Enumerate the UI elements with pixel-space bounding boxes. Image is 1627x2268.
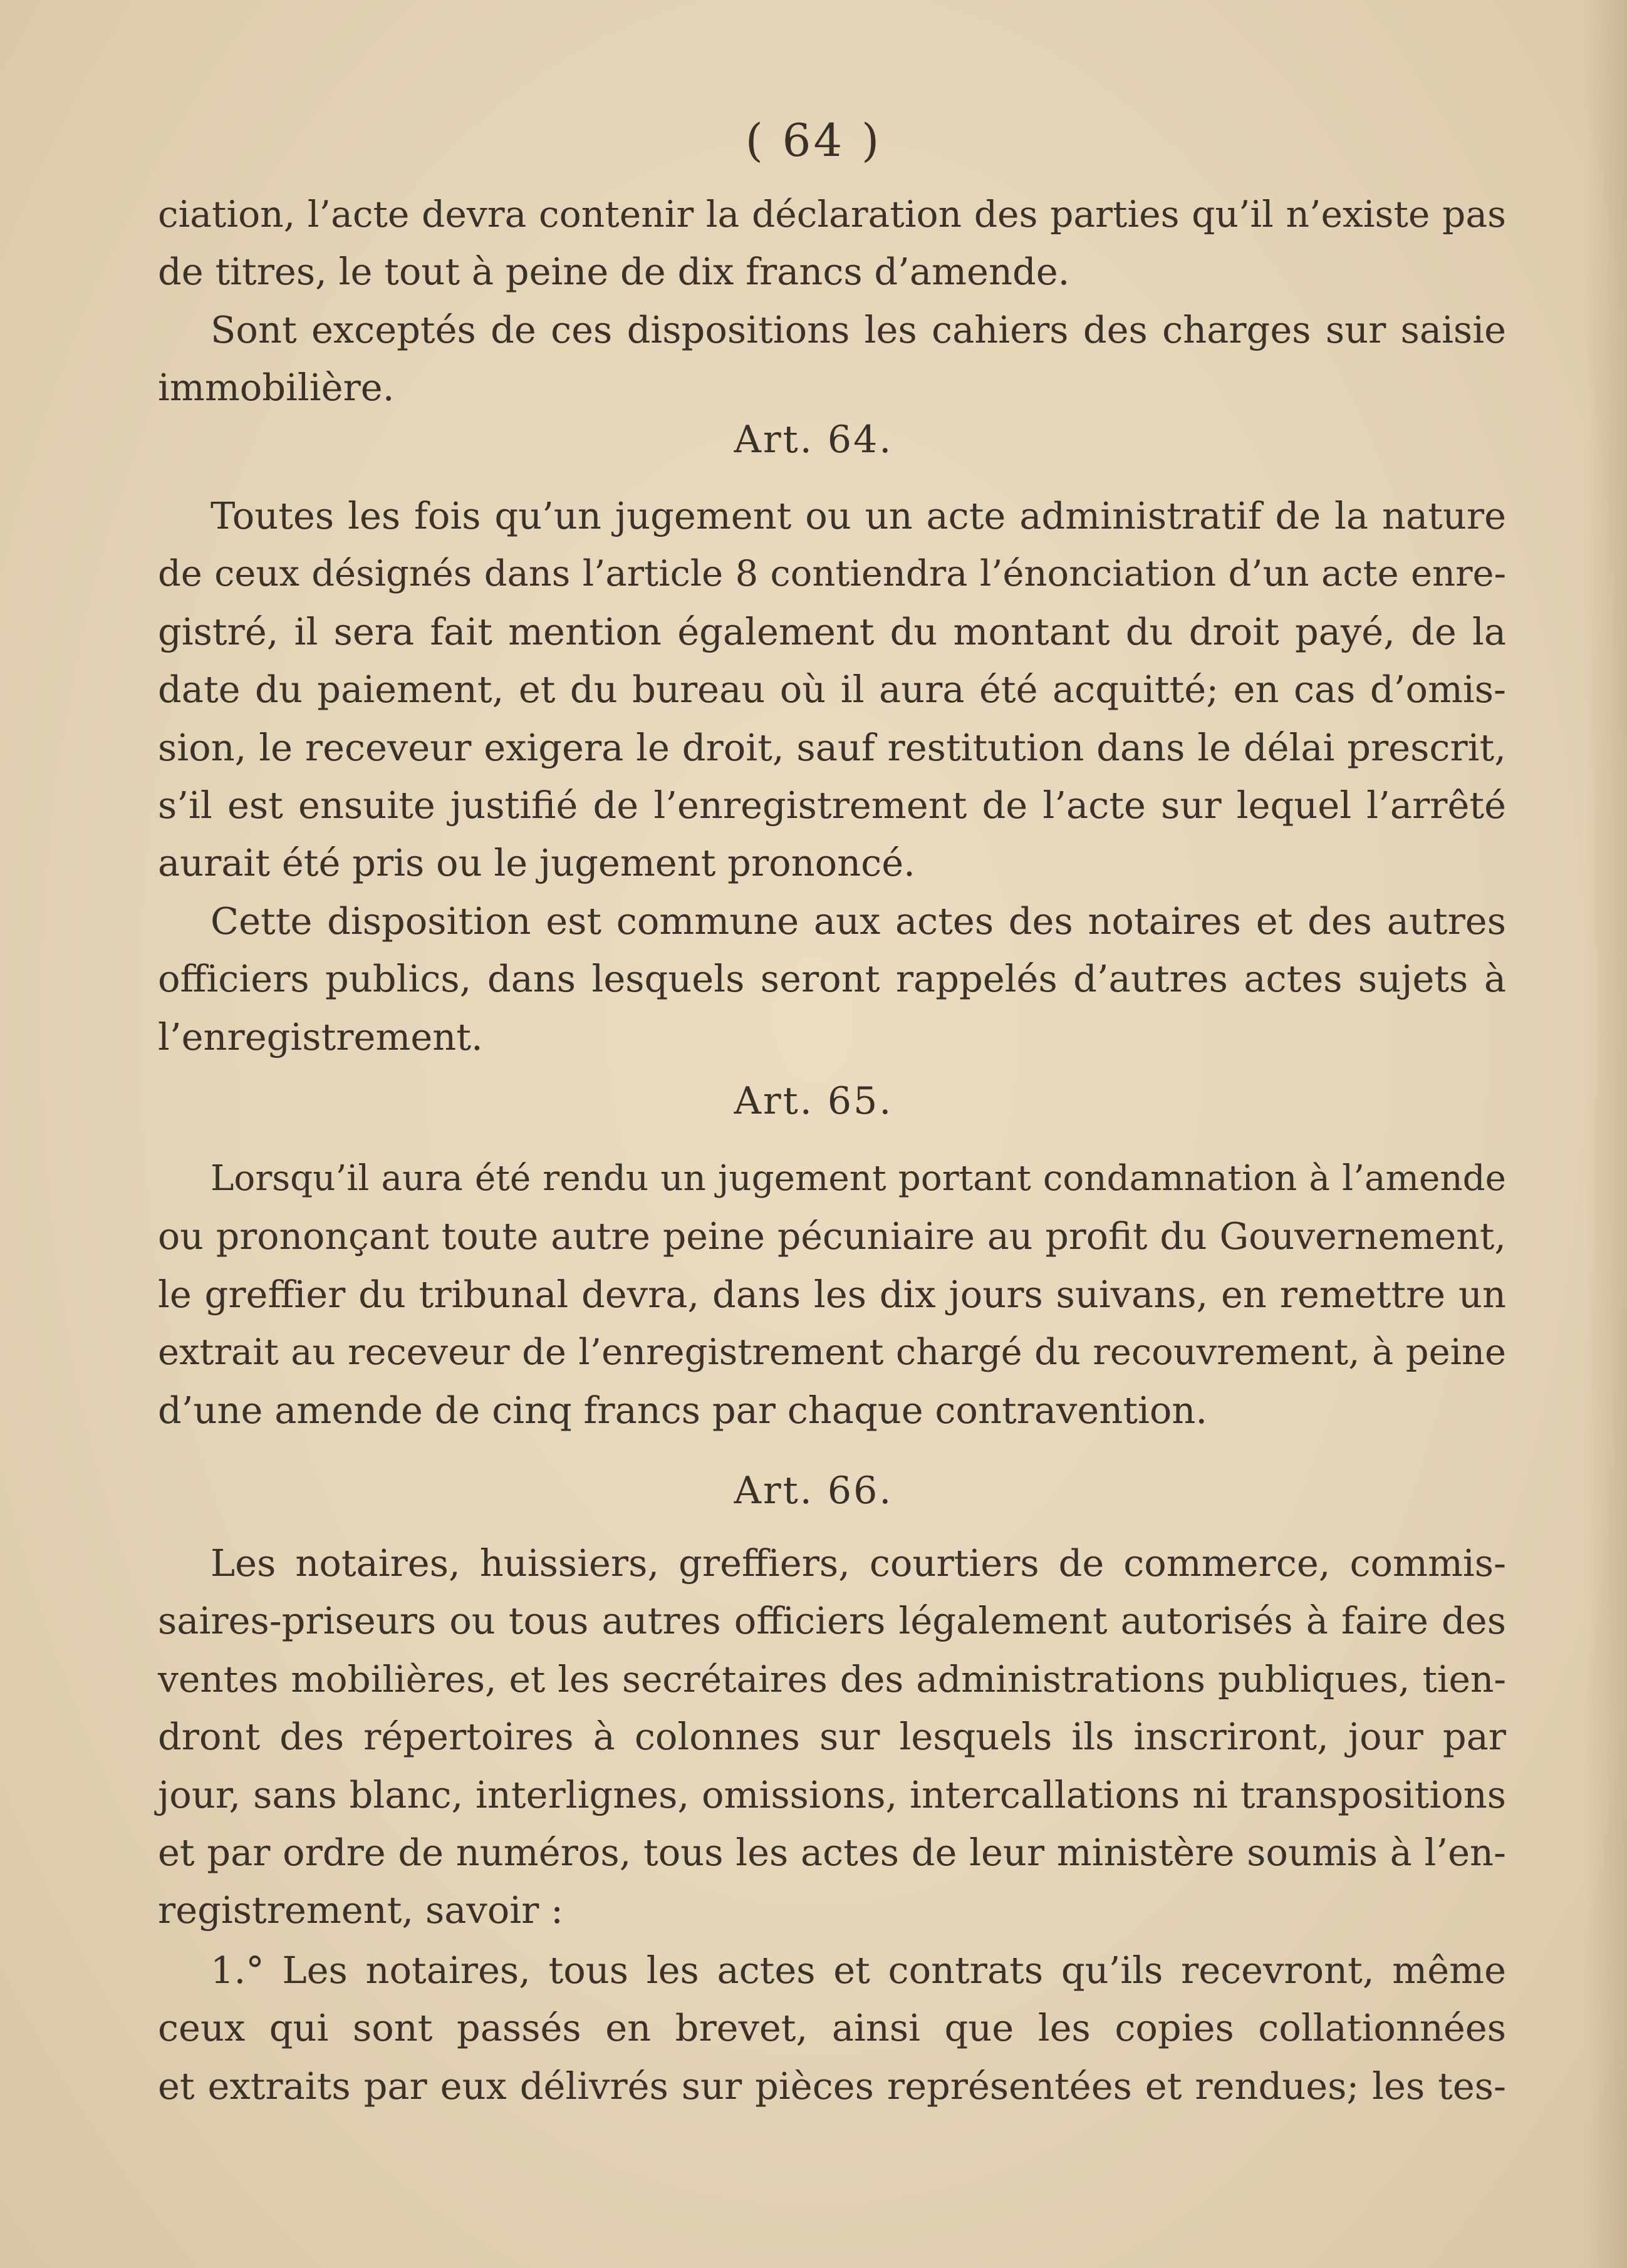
text-line: sion, le receveur exigera le droit, sauf restitution dans le délai prescrit, — [158, 725, 1506, 769]
text-line: s’il est ensuite justifié de l’enregistrement de l’acte sur lequel l’arrêté — [158, 783, 1506, 827]
text-line: saires-priseurs ou tous autres officiers légalement autorisés à faire des — [158, 1599, 1506, 1643]
text-line: de titres, le tout à peine de dix francs d’amende. — [158, 250, 1070, 294]
text-line: d’une amende de cinq francs par chaque contravention. — [158, 1388, 1208, 1432]
paragraph-exceptions — [158, 301, 1506, 417]
text-line: de ceux désignés dans l’article 8 contiendra l’énonciation d’un acte enre- — [158, 552, 1506, 595]
page-number: ( 64 ) — [745, 114, 882, 167]
paragraph-article-65 — [158, 1150, 1506, 1439]
text-line: date du paiement, et du bureau où il aura été acquitté; en cas d’omis- — [158, 668, 1506, 712]
text-line: Toutes les fois qu’un jugement ou un acte administratif de la nature — [211, 494, 1506, 537]
article-heading-66: Art. 66. — [734, 1469, 893, 1513]
text-line: dront des répertoires à colonnes sur lesquels ils inscriront, jour par — [158, 1715, 1506, 1759]
text-line: immobilière. — [158, 366, 395, 410]
paragraph-article-64 — [158, 487, 1506, 893]
text-line: le greffier du tribunal devra, dans les dix jours suivans, en remettre un — [158, 1272, 1506, 1316]
text-line: et extraits par eux délivrés sur pièces représentées et rendues; les tes- — [158, 2064, 1506, 2108]
text-line: et par ordre de numéros, tous les actes de leur ministère soumis à l’en- — [158, 1830, 1506, 1874]
text-line: registrement, savoir : — [158, 1888, 563, 1932]
text-line: Lorsqu’il aura été rendu un jugement portant condamnation à l’amende — [211, 1158, 1506, 1199]
text-line: jour, sans blanc, interlignes, omissions, intercallations ni transpositions — [158, 1773, 1506, 1816]
text-line: Sont exceptés de ces dispositions les cahiers des charges sur saisie — [211, 308, 1506, 351]
text-line: ventes mobilières, et les secrétaires des administrations publiques, tien- — [158, 1657, 1506, 1701]
text-line: Les notaires, huissiers, greffiers, courtiers de commerce, commis- — [211, 1541, 1506, 1585]
article-heading-64: Art. 64. — [734, 418, 893, 462]
paragraph-common-disposition — [158, 893, 1506, 1066]
text-line: ou prononçant toute autre peine pécuniaire au profit du Gouvernement, — [158, 1215, 1506, 1258]
text-line: extrait au receveur de l’enregistrement chargé du recouvrement, à peine — [158, 1331, 1506, 1374]
text-line: l’enregistrement. — [158, 1015, 483, 1059]
paragraph-continuation — [158, 185, 1506, 301]
text-line: officiers publics, dans lesquels seront rappelés d’autres actes sujets à — [158, 957, 1506, 1001]
text-line: ciation, l’acte devra contenir la déclaration des parties qu’il n’existe pas — [158, 193, 1506, 236]
text-line: 1.° Les notaires, tous les actes et contrats qu’ils recevront, même — [211, 1949, 1506, 1992]
text-line: Cette disposition est commune aux actes des notaires et des autres — [211, 899, 1506, 943]
text-line: gistré, il sera fait mention également du montant du droit payé, de la — [158, 609, 1506, 653]
text-line: ceux qui sont passés en brevet, ainsi que les copies collationnées — [158, 2006, 1506, 2050]
paragraph-notaires — [158, 1942, 1506, 2115]
paragraph-article-66 — [158, 1535, 1506, 1940]
page-edge-shadow — [1583, 0, 1627, 2268]
text-line: aurait été pris ou le jugement prononcé. — [158, 841, 915, 885]
article-heading-65: Art. 65. — [734, 1079, 893, 1123]
